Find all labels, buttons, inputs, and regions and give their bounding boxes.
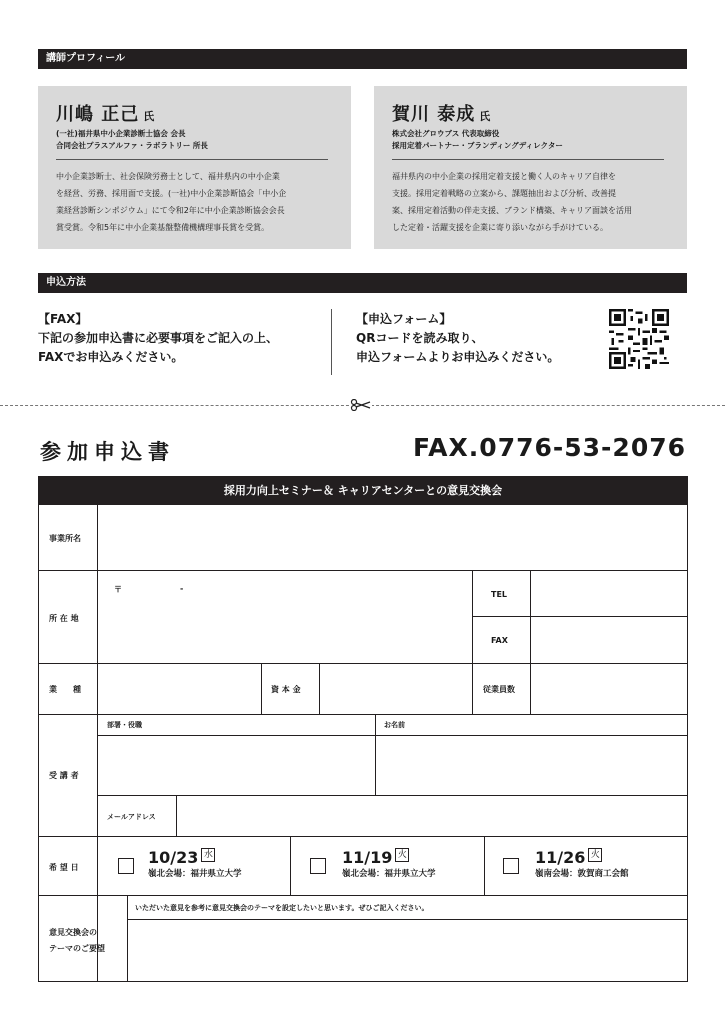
method-bar bbox=[38, 273, 687, 293]
date-option-2: 11/19 火 嶺北会場：福井県立大学 bbox=[342, 848, 436, 879]
qr-code-icon[interactable] bbox=[609, 309, 669, 369]
scissors-icon bbox=[350, 399, 372, 411]
fax-method: 【FAX】 下記の参加申込書に必要事項をご記入の上、 FAXでお申込みください。 bbox=[38, 312, 279, 364]
application-form bbox=[38, 476, 688, 982]
date-checkbox-3[interactable] bbox=[503, 858, 519, 874]
label-person: お名前 bbox=[384, 721, 405, 729]
date-option-1: 10/23 水 嶺北会場：福井県立大学 bbox=[148, 848, 242, 879]
label-dept: 部署・役職 bbox=[107, 721, 142, 729]
profile-bar bbox=[38, 49, 687, 69]
postal-dash: - bbox=[180, 584, 184, 593]
industry-field[interactable] bbox=[99, 665, 260, 713]
date-checkbox-1[interactable] bbox=[118, 858, 134, 874]
address-field[interactable] bbox=[99, 572, 471, 662]
label-tel: TEL bbox=[491, 590, 508, 599]
lecturer-bio: 福井県内の中小企業の採用定着支援と働く人のキャリア自律を 支援。採用定着戦略の立案から、課題抽出および分析、改善提 案、採用定着活動の伴走支援、ブランド構築、キャリア面談を活用 した定着・活躍支援を企業に寄り添いながら手がけている。 bbox=[392, 172, 632, 232]
lecturer-bio: 中小企業診断士、社会保険労務士として、福井県内の中小企業 を経営、労務、採用面で支援。(一社)中小企業診断協会「中小企 業経営診断シンポジウム」にて令和2年に中小企業診断協会会長 賞受賞。令和5年に中小企業基盤整備機構理事長賞を受賞。 bbox=[56, 172, 287, 232]
tel-field[interactable] bbox=[532, 572, 685, 615]
label-wish-date: 希 望 日 bbox=[49, 863, 79, 872]
fax-number: FAX.0776-53-2076 bbox=[412, 433, 686, 462]
divider bbox=[392, 159, 664, 160]
form-method: 【申込フォーム】 QRコードを読み取り、 申込フォームよりお申込みください。 bbox=[356, 312, 560, 364]
lecturer-affiliation: (一社)福井県中小企業診断士協会 会長 合同会社プラスアルファ・ラボラトリー 所長 bbox=[56, 129, 208, 150]
label-attendee: 受 講 者 bbox=[49, 771, 79, 780]
form-title: 参加申込書 bbox=[40, 440, 175, 464]
label-theme: 意見交換会の テーマのご要望 bbox=[49, 928, 105, 953]
label-capital: 資 本 金 bbox=[271, 685, 301, 694]
label-postal: 〒 bbox=[114, 585, 122, 594]
label-office: 事業所名 bbox=[49, 534, 81, 543]
profile-card-right bbox=[374, 86, 687, 249]
label-address: 所 在 地 bbox=[49, 614, 79, 623]
lecturer-affiliation: 株式会社グロウブス 代表取締役 採用定着パートナー・ブランディングディレクター bbox=[392, 129, 563, 150]
person-name-field[interactable] bbox=[377, 737, 685, 794]
profile-card-left bbox=[38, 86, 351, 249]
lecturer-name: 川嶋 正己 氏 bbox=[56, 104, 156, 125]
label-employees: 従業員数 bbox=[483, 685, 515, 694]
email-field[interactable] bbox=[178, 797, 685, 835]
theme-request-field[interactable] bbox=[129, 921, 685, 981]
method-divider bbox=[331, 309, 332, 375]
label-industry: 業 種 bbox=[49, 685, 81, 694]
method-bar-title: 申込方法 bbox=[46, 277, 86, 288]
label-email: メールアドレス bbox=[107, 813, 156, 821]
capital-field[interactable] bbox=[321, 665, 471, 713]
theme-note: いただいた意見を参考に意見交換会のテーマを設定したいと思います。ぜひご記入ください。 bbox=[135, 904, 429, 912]
divider bbox=[56, 159, 328, 160]
fax-field[interactable] bbox=[532, 618, 685, 662]
employees-field[interactable] bbox=[532, 665, 685, 713]
label-fax: FAX bbox=[491, 636, 508, 645]
office-name-field[interactable] bbox=[99, 507, 685, 569]
profile-bar-title: 講師プロフィール bbox=[46, 53, 125, 64]
date-option-3: 11/26 火 嶺南会場：敦賀商工会館 bbox=[535, 848, 629, 879]
date-checkbox-2[interactable] bbox=[310, 858, 326, 874]
dept-field[interactable] bbox=[99, 737, 374, 794]
lecturer-name: 賀川 泰成 氏 bbox=[392, 104, 492, 125]
form-header: 採用力向上セミナー＆ キャリアセンターとの意見交換会 bbox=[39, 477, 687, 505]
